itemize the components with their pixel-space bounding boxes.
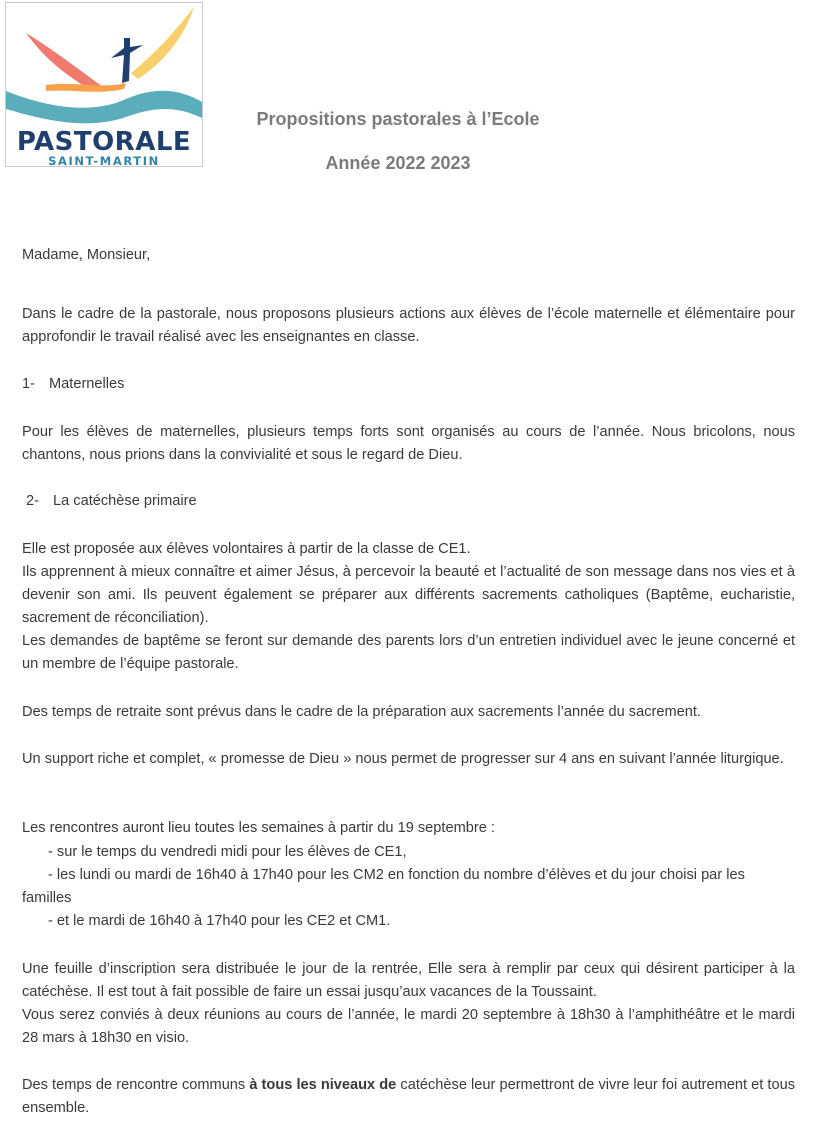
logo-subtitle: SAINT-MARTIN bbox=[48, 154, 160, 167]
meeting-item-cm2-wrap: familles bbox=[22, 890, 72, 906]
coral-sail-icon bbox=[26, 33, 103, 87]
common-before: Des temps de rencontre communs bbox=[22, 1077, 250, 1093]
section-1-paragraph: Pour les élèves de maternelles, plusieurs temps forts sont organisés au cours de l’année. Nous bricolons, nous chantons, nous prions dans la convivialité et sous le regard de Dieu. bbox=[22, 424, 795, 463]
greeting: Madame, Monsieur, bbox=[22, 247, 151, 263]
section-2-line-3: Les demandes de baptême se feront sur demande des parents lors d’un entretien individuel avec le jeune concerné et un membre de l’équipe pastorale. bbox=[22, 633, 795, 672]
common-bold: à tous les niveaux de bbox=[249, 1077, 397, 1093]
section-1-number: 1- bbox=[22, 376, 35, 392]
section-2-title: La catéchèse primaire bbox=[53, 493, 197, 509]
registration-paragraph bbox=[22, 958, 795, 1050]
section-2-heading bbox=[26, 490, 799, 513]
common-meetings-paragraph bbox=[22, 1074, 795, 1120]
document-title: Propositions pastorales à l’Ecole bbox=[256, 109, 540, 129]
teal-wave-icon bbox=[6, 91, 203, 124]
section-2-number: 2- bbox=[26, 493, 39, 509]
meeting-item-ce2-cm1: - et le mardi de 16h40 à 17h40 pour les CE2 et CM1. bbox=[48, 913, 391, 929]
support-paragraph: Un support riche et complet, « promesse de Dieu » nous permet de progresser sur 4 ans en suivant l’année liturgique. bbox=[22, 751, 784, 767]
section-1-heading bbox=[22, 373, 795, 396]
meetings-intro: Les rencontres auront lieu toutes les semaines à partir du 19 septembre : bbox=[22, 820, 495, 836]
document-year: Année 2022 2023 bbox=[325, 153, 471, 173]
section-2-line-1: Elle est proposée aux élèves volontaires à partir de la classe de CE1. bbox=[22, 541, 471, 557]
pastorale-logo bbox=[5, 2, 203, 167]
meeting-item-cm2: - les lundi ou mardi de 16h40 à 17h40 pour les CM2 en fonction du nombre d’élèves et du jour choisi par les bbox=[48, 867, 745, 883]
section-1-title: Maternelles bbox=[49, 376, 125, 392]
retreat-paragraph: Des temps de retraite sont prévus dans le cadre de la préparation aux sacrements l’année du sacrement. bbox=[22, 704, 701, 720]
section-2-line-2: Ils apprennent à mieux connaître et aimer Jésus, à percevoir la beauté et l’actualité de son message dans nos vies et à devenir son ami. Ils peuvent également se préparer aux différents sacrements catholiques (Baptême, eucharistie, sacrement de réconciliation). bbox=[22, 564, 795, 626]
meeting-item-ce1: - sur le temps du vendredi midi pour les élèves de CE1, bbox=[48, 844, 407, 860]
logo-title: PASTORALE bbox=[16, 127, 192, 157]
registration-line-2: Vous serez conviés à deux réunions au cours de l’année, le mardi 20 septembre à 18h30 à l’amphithéâtre et le mardi 28 mars à 18h30 en visio. bbox=[22, 1007, 795, 1046]
section-2-paragraph bbox=[22, 538, 795, 676]
common-after: catéchèse leur permettront de vivre leur foi autrement et tous ensemble. bbox=[22, 1077, 796, 1116]
registration-line-1: Une feuille d’inscription sera distribuée le jour de la rentrée, Elle sera à remplir par ceux qui désirent participer à la catéchèse. Il est tout à fait possible de faire un essai jusqu’aux vacances de la Toussaint. bbox=[22, 961, 795, 1000]
yellow-sail-icon bbox=[131, 7, 194, 79]
intro-paragraph: Dans le cadre de la pastorale, nous proposons plusieurs actions aux élèves de l’école maternelle et élémentaire pour approfondir le travail réalisé avec les enseignantes en classe. bbox=[22, 306, 795, 345]
